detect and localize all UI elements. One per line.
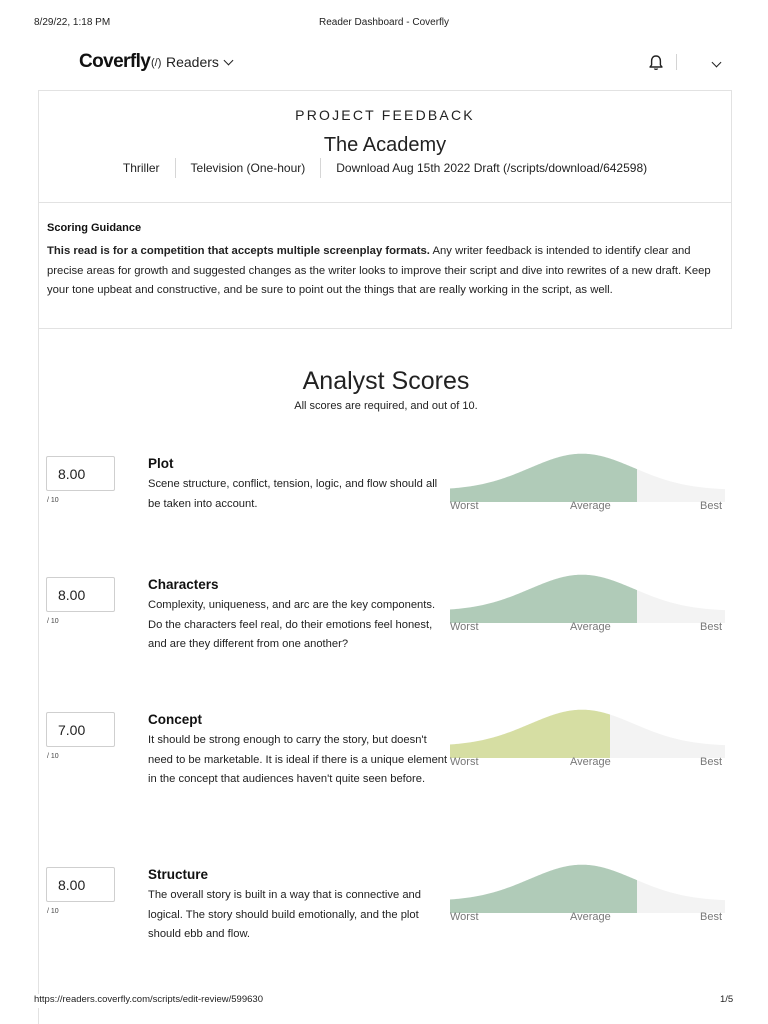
score-distribution-chart xyxy=(450,574,725,640)
print-doc-title: Reader Dashboard - Coverfly xyxy=(318,17,450,28)
distribution-remaining-area xyxy=(637,469,725,502)
criterion-name: Structure xyxy=(148,867,209,882)
distribution-score-area xyxy=(450,575,637,623)
project-header-card xyxy=(38,90,732,203)
distribution-curve xyxy=(450,574,725,624)
print-page-number: 1/5 xyxy=(720,994,734,1005)
chevron-down-icon xyxy=(223,55,233,65)
print-url: https://readers.coverfly.com/scripts/edit-review/599630 xyxy=(34,994,263,1005)
distribution-remaining-area xyxy=(637,880,725,913)
dist-label-worst: Worst xyxy=(450,621,479,633)
dist-label-best: Best xyxy=(700,756,723,768)
scoring-guidance-bold: This read is for a competition that accepts multiple screenplay formats. xyxy=(47,245,430,257)
distribution-score-area xyxy=(450,710,610,758)
scoring-guidance-heading: Scoring Guidance xyxy=(47,222,142,234)
score-max-label: / 10 xyxy=(47,753,59,760)
project-format: Television (One-hour) xyxy=(175,158,321,178)
print-header xyxy=(0,17,768,31)
scoring-guidance-text: Any writer feedback is intended to identify clear and precise areas for growth and suggested changes as the writer looks to improve their script and dive into rewrites of a new draft. Keep your tone upbeat and constructive, and be sure to point out the things that are really working in the script, as well. xyxy=(47,245,711,297)
criterion-description: It should be strong enough to carry the story, but doesn't need to be marketable. It is ideal if there is a unique element in the concept that audiences haven't quite seen before. xyxy=(148,734,448,785)
analyst-scores-title: Analyst Scores xyxy=(302,367,470,395)
criterion-name: Characters xyxy=(148,577,219,592)
score-distribution-chart xyxy=(450,709,725,775)
dist-label-worst: Worst xyxy=(450,756,479,768)
logo-link-path: (/) xyxy=(151,57,162,69)
score-distribution-chart xyxy=(450,864,725,930)
dist-label-best: Best xyxy=(700,911,723,923)
score-max-label: / 10 xyxy=(47,908,59,915)
scoring-guidance-body xyxy=(47,242,729,301)
analyst-scores-card xyxy=(38,328,732,1024)
distribution-score-area xyxy=(450,454,637,502)
print-footer xyxy=(0,994,768,1008)
distribution-curve xyxy=(450,709,725,759)
readers-menu-label: Readers xyxy=(166,54,219,70)
criterion-description: The overall story is built in a way that is connective and logical. The story should build emotionally, and the plot should ebb and flow. xyxy=(148,889,421,940)
user-menu-toggle[interactable] xyxy=(708,56,726,70)
score-max-label: / 10 xyxy=(47,618,59,625)
distribution-curve xyxy=(450,453,725,503)
criterion-description: Complexity, uniqueness, and arc are the key components. Do the characters feel real, do their emotions feel honest, and are they different from one another? xyxy=(148,599,436,650)
project-meta xyxy=(39,158,731,178)
plot-score-input[interactable] xyxy=(46,456,115,491)
dist-label-best: Best xyxy=(700,500,723,512)
project-feedback-label: PROJECT FEEDBACK xyxy=(295,107,475,123)
dist-label-average: Average xyxy=(570,756,611,768)
project-title: The Academy xyxy=(323,134,447,156)
dist-label-worst: Worst xyxy=(450,911,479,923)
analyst-scores-subtitle: All scores are required, and out of 10. xyxy=(294,400,478,412)
structure-score-input[interactable] xyxy=(46,867,115,902)
dist-label-best: Best xyxy=(700,621,723,633)
criterion-name: Concept xyxy=(148,712,202,727)
distribution-score-area xyxy=(450,865,637,913)
distribution-remaining-area xyxy=(610,715,725,758)
dist-label-worst: Worst xyxy=(450,500,479,512)
distribution-curve xyxy=(450,864,725,914)
notification-bell-icon[interactable] xyxy=(648,54,664,72)
dist-label-average: Average xyxy=(570,911,611,923)
characters-score-input[interactable] xyxy=(46,577,115,612)
dist-label-average: Average xyxy=(570,621,611,633)
nav-divider xyxy=(676,54,677,70)
download-draft-link[interactable]: Download Aug 15th 2022 Draft (/scripts/download/642598) xyxy=(320,158,662,178)
score-max-label: / 10 xyxy=(47,497,59,504)
readers-menu-button[interactable] xyxy=(166,54,232,70)
concept-score-input[interactable] xyxy=(46,712,115,747)
distribution-remaining-area xyxy=(637,590,725,623)
coverfly-logo[interactable]: Coverfly xyxy=(79,51,151,72)
score-distribution-chart xyxy=(450,453,725,519)
top-navigation xyxy=(0,46,768,80)
user-menu-chevron-icon xyxy=(712,58,722,68)
print-datetime: 8/29/22, 1:18 PM xyxy=(34,17,111,28)
scoring-guidance-card xyxy=(38,202,732,329)
criterion-description: Scene structure, conflict, tension, logic, and flow should all be taken into account. xyxy=(148,478,438,510)
criterion-name: Plot xyxy=(148,456,174,471)
dist-label-average: Average xyxy=(570,500,611,512)
project-genre: Thriller xyxy=(122,161,160,175)
